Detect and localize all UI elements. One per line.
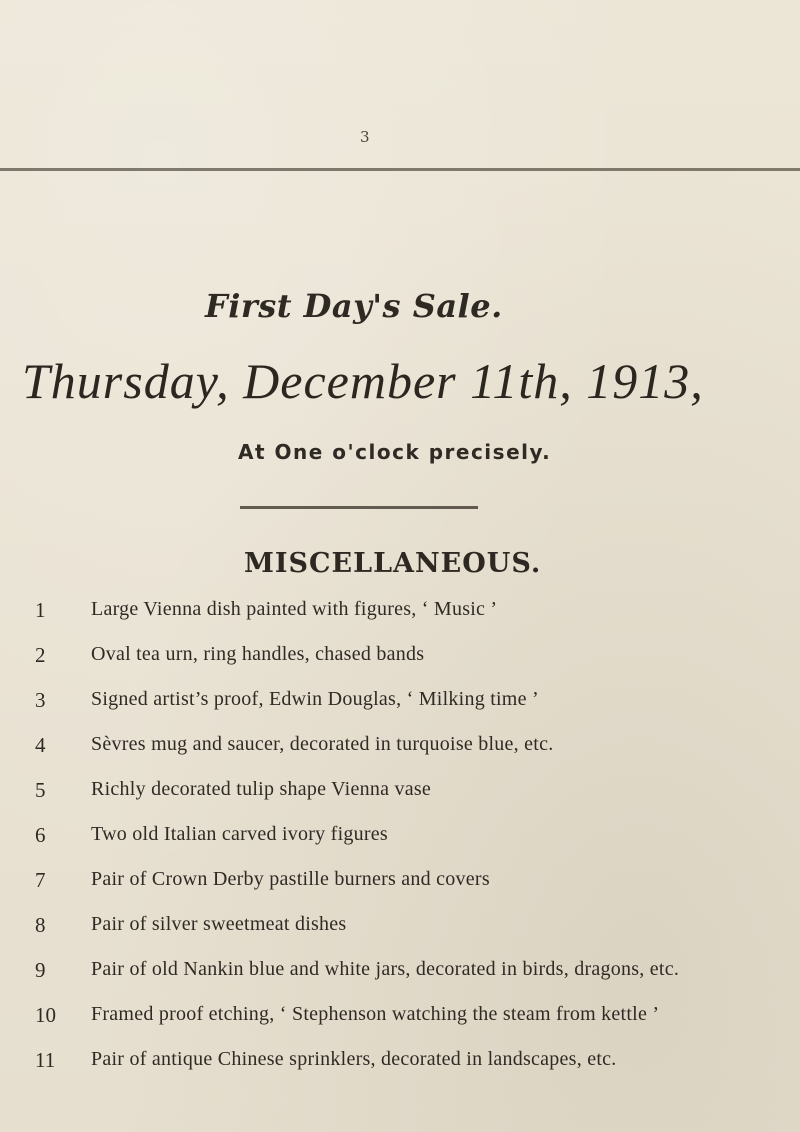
lot-number: 7 (35, 868, 46, 892)
sale-date: Thursday, December 11th, 1913, (22, 353, 704, 409)
lot-number: 4 (35, 733, 46, 757)
lot-number: 8 (35, 913, 46, 937)
lot-number: 2 (35, 643, 46, 667)
page-number: 3 (360, 128, 370, 146)
lot-number: 5 (35, 778, 46, 802)
lot-row (35, 952, 785, 997)
lot-description: Signed artist’s proof, Edwin Douglas, ‘ Milking time ’ (91, 688, 539, 710)
lot-number: 1 (35, 598, 46, 622)
lot-number: 10 (35, 1003, 56, 1027)
lot-number: 3 (35, 688, 46, 712)
lot-description: Sèvres mug and saucer, decorated in turquoise blue, etc. (91, 733, 554, 755)
lot-list (35, 592, 785, 1087)
lot-row (35, 1042, 785, 1087)
lot-description: Pair of Crown Derby pastille burners and covers (91, 868, 490, 890)
sale-time: At One o'clock precisely. (238, 440, 552, 464)
lot-description: Oval tea urn, ring handles, chased bands (91, 643, 425, 665)
lot-description: Pair of old Nankin blue and white jars, decorated in birds, dragons, etc. (91, 958, 680, 980)
lot-row (35, 592, 785, 637)
lot-row (35, 997, 785, 1042)
lot-row (35, 907, 785, 952)
section-heading: MISCELLANEOUS. (244, 548, 542, 579)
lot-row (35, 682, 785, 727)
lot-number: 11 (35, 1048, 56, 1072)
lot-row (35, 772, 785, 817)
lot-number: 6 (35, 823, 46, 847)
lot-row (35, 862, 785, 907)
section-rule (240, 506, 478, 509)
lot-description: Two old Italian carved ivory figures (91, 823, 388, 845)
lot-number: 9 (35, 958, 46, 982)
lot-description: Framed proof etching, ‘ Stephenson watching the steam from kettle ’ (91, 1003, 660, 1025)
lot-row (35, 727, 785, 772)
sale-title: First Day's Sale. (205, 287, 503, 325)
lot-description: Pair of antique Chinese sprinklers, decorated in landscapes, etc. (91, 1048, 617, 1070)
lot-row (35, 637, 785, 682)
lot-description: Large Vienna dish painted with figures, ‘ Music ’ (91, 598, 498, 620)
lot-description: Richly decorated tulip shape Vienna vase (91, 778, 431, 800)
lot-row (35, 817, 785, 862)
lot-description: Pair of silver sweetmeat dishes (91, 913, 347, 935)
top-rule (0, 168, 800, 171)
